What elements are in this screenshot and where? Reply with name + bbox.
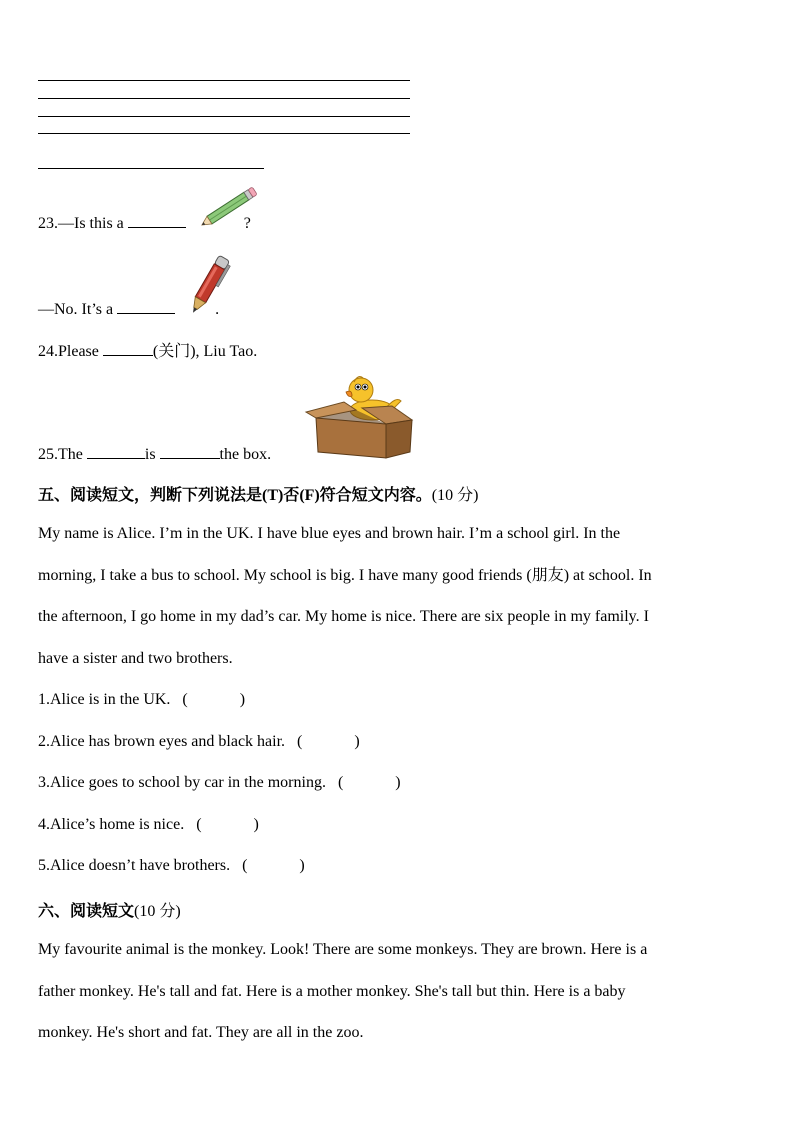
duck-in-box-icon xyxy=(302,372,416,460)
passage-line: father monkey. He's tall and fat. Here is a mother monkey. She's tall but thin. Here is a baby xyxy=(38,982,626,1000)
tf-question-3: 3.Alice goes to school by car in the morning. ( ) xyxy=(38,762,760,804)
passage-line: morning, I take a bus to school. My school is big. I have many good friends (朋友) at school. In xyxy=(38,566,652,584)
answer-line-2 xyxy=(38,98,410,99)
section-5-title-text: 五、阅读短文，判断下列说法是(T)否(F)符合短文内容。 xyxy=(38,487,432,504)
answer-line-5 xyxy=(38,168,264,169)
question-25 xyxy=(38,444,271,464)
section-6-title-text: 六、阅读短文 xyxy=(38,903,135,920)
q24-blank[interactable] xyxy=(103,341,153,356)
q25-blank-1[interactable] xyxy=(87,444,145,459)
section-5-score: (10 分) xyxy=(431,487,479,504)
tf-question-1: 1.Alice is in the UK. ( ) xyxy=(38,679,760,721)
tf-question-5: 5.Alice doesn’t have brothers. ( ) xyxy=(38,845,760,887)
passage-line: My name is Alice. I’m in the UK. I have blue eyes and brown hair. I’m a school girl. In the xyxy=(38,525,621,542)
q25-prefix: 25.The xyxy=(38,446,87,463)
section-6-title xyxy=(38,898,181,921)
tf-question-2: 2.Alice has brown eyes and black hair. ( ) xyxy=(38,721,760,763)
answer-line-1 xyxy=(38,80,410,81)
q23-answer-suffix: . xyxy=(215,301,220,318)
section-5-title xyxy=(38,482,478,505)
section-5-passage xyxy=(38,513,760,887)
passage-line: the afternoon, I go home in my dad’s car. My home is nice. There are six people in my family. I xyxy=(38,608,649,625)
passage-line: monkey. He's short and fat. They are all in the zoo. xyxy=(38,1024,364,1041)
q24-prefix: 24.Please xyxy=(38,343,103,360)
answer-paren[interactable]: ( ) xyxy=(337,774,401,791)
pencil-icon xyxy=(196,186,262,230)
q23-prefix: 23.—Is this a xyxy=(38,215,128,232)
answer-paren[interactable]: ( ) xyxy=(297,732,360,750)
answer-paren[interactable]: ( ) xyxy=(196,815,259,833)
q23-blank[interactable] xyxy=(128,213,186,228)
q24-suffix: (关门), Liu Tao. xyxy=(152,343,258,360)
section-6-passage xyxy=(38,929,760,1054)
tf-question-4: 4.Alice’s home is nice. ( ) xyxy=(38,804,760,846)
passage-line: have a sister and two brothers. xyxy=(38,649,233,667)
answer-paren[interactable]: ( ) xyxy=(242,857,305,874)
q23-answer-prefix: —No. It’s a xyxy=(38,301,118,318)
passage-line: My favourite animal is the monkey. Look! There are some monkeys. They are brown. Here is a xyxy=(38,941,648,958)
q25-suffix: the box. xyxy=(219,446,272,463)
q25-blank-2[interactable] xyxy=(160,444,220,459)
pen-icon xyxy=(186,250,232,320)
q23-suffix: ? xyxy=(243,215,251,232)
question-24 xyxy=(38,338,257,361)
q25-middle: is xyxy=(144,446,160,463)
q23-answer-blank[interactable] xyxy=(117,299,175,314)
section-6-score: (10 分) xyxy=(134,903,181,920)
answer-line-3 xyxy=(38,116,410,117)
answer-paren[interactable]: ( ) xyxy=(182,691,246,708)
answer-line-4 xyxy=(38,133,410,134)
